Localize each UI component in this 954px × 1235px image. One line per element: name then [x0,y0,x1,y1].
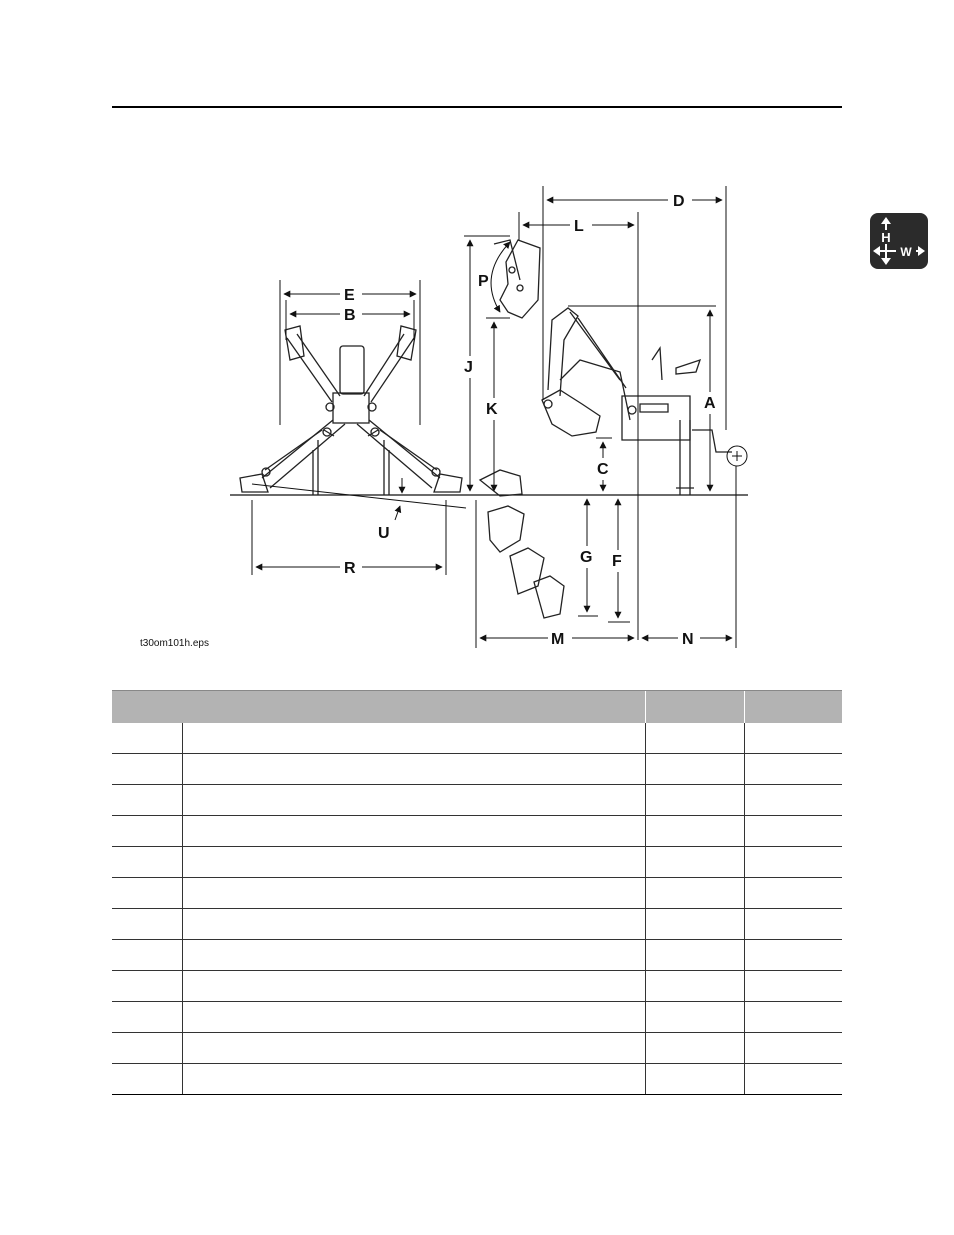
label-g: G [580,549,593,566]
label-a: A [704,395,716,412]
table-header-col2 [646,691,745,724]
label-d: D [673,193,685,210]
table-cell-v2 [745,909,843,940]
table-header-description [112,691,646,724]
table-header-col3 [745,691,843,724]
table-cell-key [112,878,183,909]
table-cell-desc [183,1033,646,1064]
table-cell-desc [183,816,646,847]
table-cell-v2 [745,878,843,909]
label-k: K [486,401,498,418]
table-cell-v1 [646,1002,745,1033]
table-cell-v1 [646,785,745,816]
table-cell-v1 [646,971,745,1002]
table-cell-key [112,785,183,816]
side-view-drawing [480,240,732,618]
table-row [112,1064,842,1095]
table-cell-v1 [646,878,745,909]
table-cell-v2 [745,847,843,878]
table-cell-v1 [646,940,745,971]
table-cell-v1 [646,1033,745,1064]
label-m: M [551,631,565,648]
table-cell-v1 [646,909,745,940]
table-cell-desc [183,971,646,1002]
table-row [112,878,842,909]
table-cell-desc [183,1002,646,1033]
label-e: E [344,287,355,304]
table-cell-v2 [745,754,843,785]
table-row [112,971,842,1002]
table-cell-desc [183,754,646,785]
table-row [112,1002,842,1033]
table-cell-key [112,971,183,1002]
table-cell-key [112,940,183,971]
table-cell-desc [183,723,646,754]
dimension-labels [340,190,722,648]
rear-view-drawing [240,326,462,495]
table-cell-key [112,754,183,785]
label-l: L [574,218,584,235]
table-cell-key [112,909,183,940]
table-cell-desc [183,940,646,971]
label-j: J [464,359,473,376]
badge-w-letter: W [900,245,912,259]
table-cell-v2 [745,723,843,754]
table-row [112,785,842,816]
table-cell-v2 [745,785,843,816]
label-c: C [597,461,609,478]
table-cell-desc [183,909,646,940]
table-cell-v2 [745,940,843,971]
badge-h-letter: H [881,230,891,245]
label-u: U [378,525,390,542]
table-row [112,940,842,971]
table-cell-key [112,1002,183,1033]
table-cell-desc [183,847,646,878]
table-cell-desc [183,878,646,909]
table-header-row [112,691,842,724]
label-b: B [344,307,356,324]
table-cell-v1 [646,847,745,878]
table-row [112,723,842,754]
table-cell-key [112,1064,183,1095]
table-row [112,1033,842,1064]
label-r: R [344,560,356,577]
table-cell-v1 [646,1064,745,1095]
table-row [112,847,842,878]
table-cell-key [112,816,183,847]
table-cell-v1 [646,816,745,847]
table-cell-key [112,1033,183,1064]
table-cell-v2 [745,816,843,847]
table-cell-v1 [646,754,745,785]
table-row [112,816,842,847]
table-cell-desc [183,785,646,816]
table-cell-v2 [745,1033,843,1064]
table-cell-v1 [646,723,745,754]
table-cell-desc [183,1064,646,1095]
label-f: F [612,553,622,570]
table-cell-v2 [745,1002,843,1033]
figure-caption: t30om101h.eps [140,638,209,649]
specifications-table [112,690,842,1095]
table-cell-key [112,847,183,878]
table-cell-v2 [745,971,843,1002]
table-row [112,754,842,785]
table-row [112,909,842,940]
label-p: P [478,273,489,290]
table-cell-key [112,723,183,754]
table-cell-v2 [745,1064,843,1095]
label-n: N [682,631,694,648]
